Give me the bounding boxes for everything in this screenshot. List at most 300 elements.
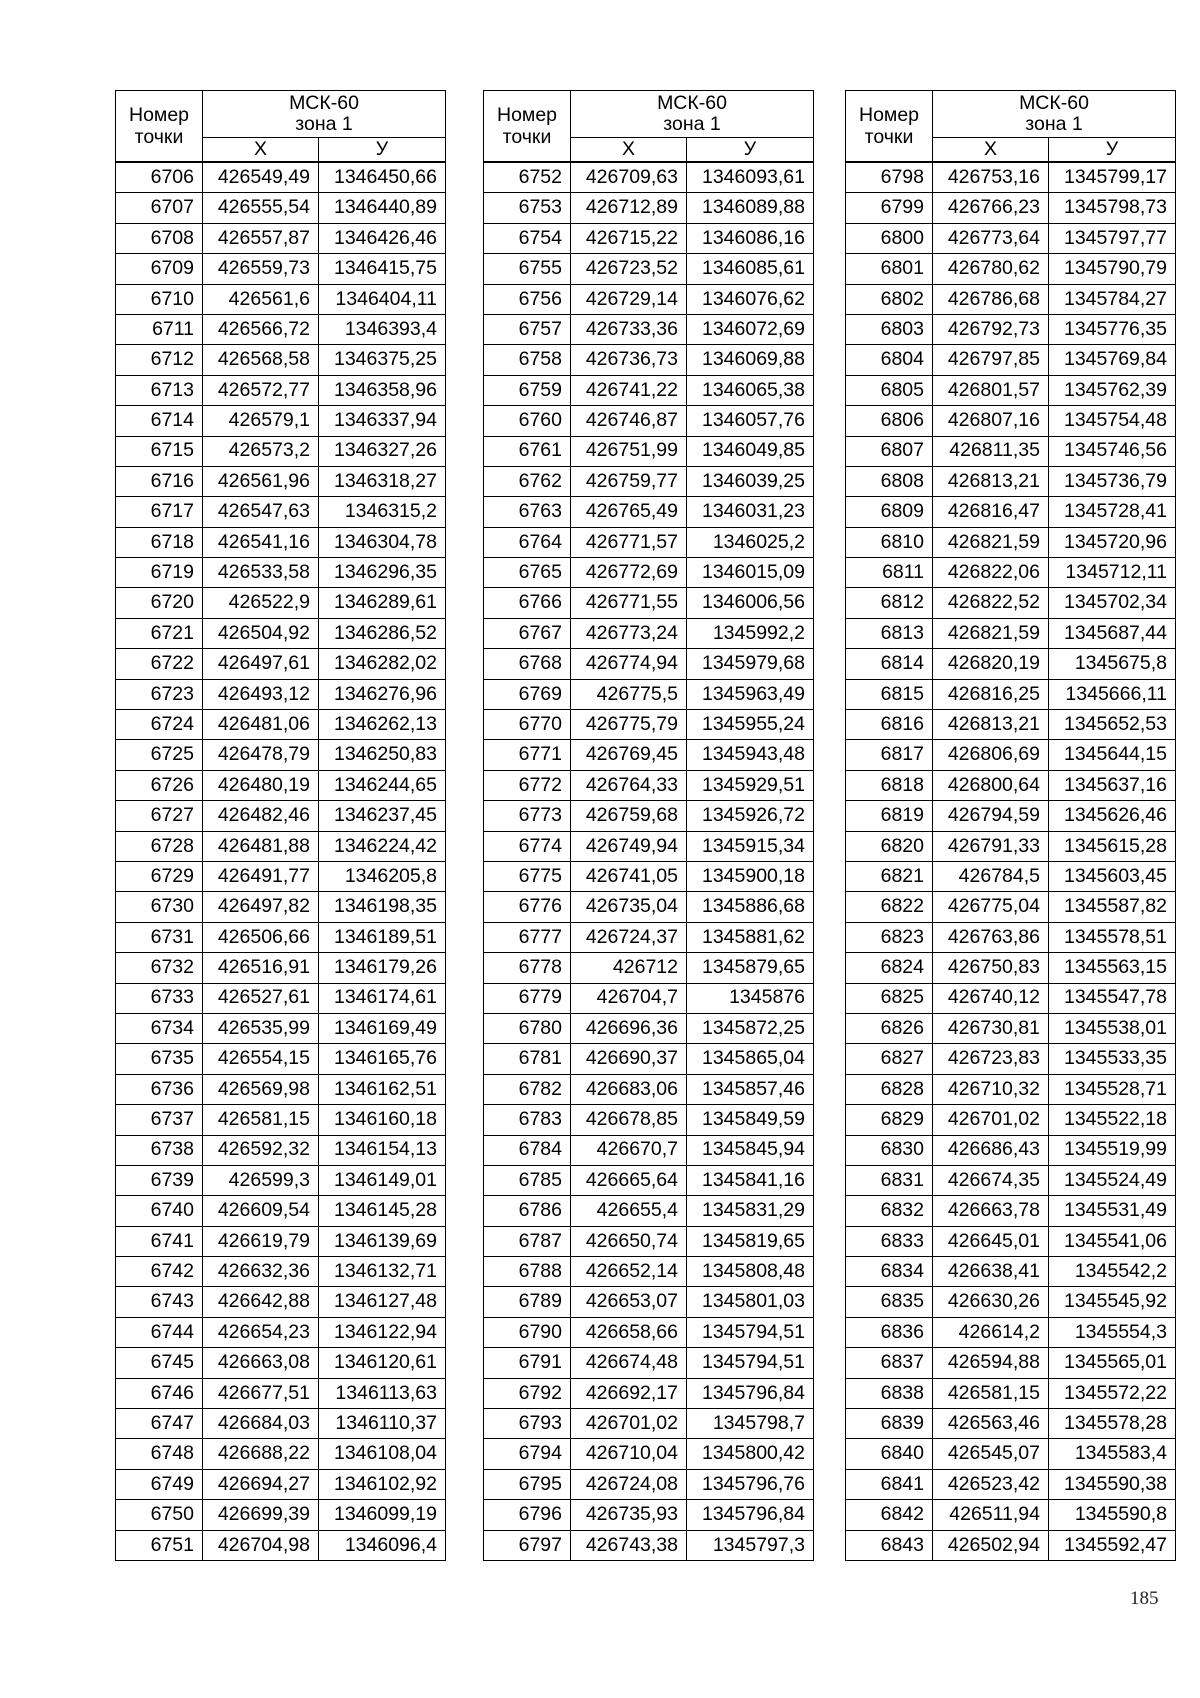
point-number-cell: 6800 — [846, 223, 933, 253]
point-number-cell: 6829 — [846, 1105, 933, 1135]
y-coordinate-cell: 1346025,2 — [687, 527, 814, 557]
y-coordinate-cell: 1345769,84 — [1049, 345, 1176, 375]
y-coordinate-cell: 1346015,09 — [687, 558, 814, 588]
y-coordinate-cell: 1346205,8 — [319, 861, 446, 891]
y-coordinate-cell: 1345720,96 — [1049, 527, 1176, 557]
point-number-cell: 6706 — [116, 162, 203, 193]
table-row — [846, 983, 1176, 1013]
point-number-cell: 6836 — [846, 1317, 933, 1347]
point-number-cell: 6807 — [846, 436, 933, 466]
table-row — [484, 1287, 814, 1317]
table-row — [846, 1226, 1176, 1256]
point-number-cell: 6802 — [846, 284, 933, 314]
table-row — [484, 953, 814, 983]
x-coordinate-cell: 426775,04 — [933, 892, 1049, 922]
x-coordinate-cell: 426674,35 — [933, 1165, 1049, 1195]
point-number-cell: 6792 — [484, 1378, 571, 1408]
y-coordinate-cell: 1345592,47 — [1049, 1530, 1176, 1560]
y-coordinate-cell: 1345790,79 — [1049, 254, 1176, 284]
x-coordinate-cell: 426516,91 — [203, 953, 319, 983]
table-row — [484, 892, 814, 922]
point-number-cell: 6710 — [116, 284, 203, 314]
point-number-cell: 6749 — [116, 1469, 203, 1499]
table-row — [116, 801, 446, 831]
x-coordinate-cell: 426599,3 — [203, 1165, 319, 1195]
table-row — [116, 1469, 446, 1499]
y-coordinate-cell: 1345926,72 — [687, 801, 814, 831]
table-row — [846, 466, 1176, 496]
point-number-cell: 6765 — [484, 558, 571, 588]
x-coordinate-cell: 426638,41 — [933, 1257, 1049, 1287]
y-coordinate-cell: 1345992,2 — [687, 618, 814, 648]
x-coordinate-cell: 426482,46 — [203, 801, 319, 831]
point-number-header: Номер точки — [484, 91, 571, 163]
point-number-cell: 6755 — [484, 254, 571, 284]
point-number-cell: 6824 — [846, 953, 933, 983]
x-coordinate-cell: 426746,87 — [571, 406, 687, 436]
y-coordinate-cell: 1345547,78 — [1049, 983, 1176, 1013]
point-number-cell: 6743 — [116, 1287, 203, 1317]
point-number-cell: 6825 — [846, 983, 933, 1013]
x-coordinate-cell: 426614,2 — [933, 1317, 1049, 1347]
y-coordinate-cell: 1345865,04 — [687, 1044, 814, 1074]
table-row — [484, 649, 814, 679]
point-number-cell: 6752 — [484, 162, 571, 193]
coordinates-table-2 — [483, 90, 814, 1561]
y-coordinate-cell: 1346237,45 — [319, 801, 446, 831]
x-coordinate-cell: 426645,01 — [933, 1226, 1049, 1256]
point-number-cell: 6731 — [116, 922, 203, 952]
table-row — [484, 436, 814, 466]
y-coordinate-cell: 1346127,48 — [319, 1287, 446, 1317]
point-number-cell: 6720 — [116, 588, 203, 618]
x-coordinate-cell: 426751,99 — [571, 436, 687, 466]
table-row — [484, 314, 814, 344]
x-coordinate-cell: 426712 — [571, 953, 687, 983]
y-coordinate-cell: 1345831,29 — [687, 1196, 814, 1226]
x-coordinate-cell: 426816,47 — [933, 497, 1049, 527]
y-coordinate-cell: 1346286,52 — [319, 618, 446, 648]
x-coordinate-cell: 426497,61 — [203, 649, 319, 679]
x-coordinate-cell: 426566,72 — [203, 314, 319, 344]
x-coordinate-cell: 426743,38 — [571, 1530, 687, 1560]
x-coordinate-cell: 426572,77 — [203, 375, 319, 405]
point-number-header: Номер точки — [116, 91, 203, 163]
y-coordinate-cell: 1345603,45 — [1049, 861, 1176, 891]
x-coordinate-cell: 426733,36 — [571, 314, 687, 344]
y-coordinate-cell: 1345519,99 — [1049, 1135, 1176, 1165]
y-coordinate-cell: 1345808,48 — [687, 1257, 814, 1287]
x-coordinate-cell: 426674,48 — [571, 1348, 687, 1378]
point-number-cell: 6821 — [846, 861, 933, 891]
table-row — [116, 679, 446, 709]
point-number-cell: 6834 — [846, 1257, 933, 1287]
table-row — [846, 953, 1176, 983]
point-number-cell: 6816 — [846, 710, 933, 740]
x-coordinate-cell: 426704,7 — [571, 983, 687, 1013]
x-coordinate-cell: 426581,15 — [933, 1378, 1049, 1408]
x-coordinate-cell: 426709,63 — [571, 162, 687, 193]
y-coordinate-cell: 1345736,79 — [1049, 466, 1176, 496]
y-coordinate-cell: 1345522,18 — [1049, 1105, 1176, 1135]
table-row — [846, 558, 1176, 588]
y-coordinate-cell: 1345541,06 — [1049, 1226, 1176, 1256]
point-number-cell: 6723 — [116, 679, 203, 709]
x-coordinate-cell: 426581,15 — [203, 1105, 319, 1135]
y-coordinate-cell: 1346358,96 — [319, 375, 446, 405]
y-coordinate-cell: 1346089,88 — [687, 193, 814, 223]
table-row — [484, 740, 814, 770]
point-number-cell: 6837 — [846, 1348, 933, 1378]
y-coordinate-cell: 1346393,4 — [319, 314, 446, 344]
y-coordinate-cell: 1345590,8 — [1049, 1500, 1176, 1530]
table-row — [846, 527, 1176, 557]
point-number-cell: 6787 — [484, 1226, 571, 1256]
x-coordinate-cell: 426822,06 — [933, 558, 1049, 588]
x-coordinate-cell: 426569,98 — [203, 1074, 319, 1104]
point-number-cell: 6761 — [484, 436, 571, 466]
x-coordinate-cell: 426670,7 — [571, 1135, 687, 1165]
point-number-cell: 6737 — [116, 1105, 203, 1135]
point-number-cell: 6784 — [484, 1135, 571, 1165]
y-coordinate-cell: 1345572,22 — [1049, 1378, 1176, 1408]
point-number-cell: 6796 — [484, 1500, 571, 1530]
x-coordinate-cell: 426696,36 — [571, 1013, 687, 1043]
table-row — [116, 983, 446, 1013]
table-row — [846, 1257, 1176, 1287]
y-coordinate-cell: 1346327,26 — [319, 436, 446, 466]
x-coordinate-cell: 426511,94 — [933, 1500, 1049, 1530]
y-column-header: У — [1049, 138, 1176, 163]
point-number-cell: 6773 — [484, 801, 571, 831]
point-number-cell: 6725 — [116, 740, 203, 770]
x-coordinate-cell: 426820,19 — [933, 649, 1049, 679]
point-number-cell: 6813 — [846, 618, 933, 648]
point-number-cell: 6826 — [846, 1013, 933, 1043]
y-coordinate-cell: 1345876 — [687, 983, 814, 1013]
y-coordinate-cell: 1346304,78 — [319, 527, 446, 557]
x-column-header: X — [203, 138, 319, 163]
x-coordinate-cell: 426811,35 — [933, 436, 1049, 466]
point-number-cell: 6842 — [846, 1500, 933, 1530]
y-coordinate-cell: 1346113,63 — [319, 1378, 446, 1408]
y-coordinate-cell: 1346450,66 — [319, 162, 446, 193]
x-coordinate-cell: 426773,24 — [571, 618, 687, 648]
y-coordinate-cell: 1345565,01 — [1049, 1348, 1176, 1378]
x-coordinate-cell: 426504,92 — [203, 618, 319, 648]
table-row — [846, 1013, 1176, 1043]
x-coordinate-cell: 426609,54 — [203, 1196, 319, 1226]
point-number-cell: 6727 — [116, 801, 203, 831]
table-row — [846, 1135, 1176, 1165]
table-row — [116, 618, 446, 648]
point-number-cell: 6735 — [116, 1044, 203, 1074]
x-coordinate-cell: 426724,08 — [571, 1469, 687, 1499]
x-column-header: X — [571, 138, 687, 163]
point-number-cell: 6730 — [116, 892, 203, 922]
x-coordinate-cell: 426491,77 — [203, 861, 319, 891]
x-coordinate-cell: 426771,57 — [571, 527, 687, 557]
point-number-cell: 6790 — [484, 1317, 571, 1347]
x-coordinate-cell: 426797,85 — [933, 345, 1049, 375]
table-row — [484, 1317, 814, 1347]
x-coordinate-cell: 426545,07 — [933, 1439, 1049, 1469]
table-row — [116, 193, 446, 223]
point-number-cell: 6774 — [484, 831, 571, 861]
point-number-cell: 6759 — [484, 375, 571, 405]
y-coordinate-cell: 1346154,13 — [319, 1135, 446, 1165]
table-row — [484, 1105, 814, 1135]
point-number-cell: 6777 — [484, 922, 571, 952]
point-number-cell: 6818 — [846, 770, 933, 800]
table-row — [116, 1165, 446, 1195]
y-coordinate-cell: 1345545,92 — [1049, 1287, 1176, 1317]
y-coordinate-cell: 1345528,71 — [1049, 1074, 1176, 1104]
y-coordinate-cell: 1346049,85 — [687, 436, 814, 466]
point-number-cell: 6828 — [846, 1074, 933, 1104]
point-number-cell: 6756 — [484, 284, 571, 314]
table-row — [846, 254, 1176, 284]
x-coordinate-cell: 426740,12 — [933, 983, 1049, 1013]
table-row — [484, 406, 814, 436]
y-coordinate-cell: 1346006,56 — [687, 588, 814, 618]
x-coordinate-cell: 426736,73 — [571, 345, 687, 375]
table-row — [846, 193, 1176, 223]
table-row — [116, 375, 446, 405]
y-coordinate-cell: 1345578,51 — [1049, 922, 1176, 952]
table-row — [846, 497, 1176, 527]
point-number-cell: 6795 — [484, 1469, 571, 1499]
x-coordinate-cell: 426763,86 — [933, 922, 1049, 952]
x-coordinate-cell: 426619,79 — [203, 1226, 319, 1256]
x-coordinate-cell: 426765,49 — [571, 497, 687, 527]
y-coordinate-cell: 1345626,46 — [1049, 801, 1176, 831]
y-coordinate-cell: 1345784,27 — [1049, 284, 1176, 314]
point-number-cell: 6779 — [484, 983, 571, 1013]
y-coordinate-cell: 1345712,11 — [1049, 558, 1176, 588]
x-coordinate-cell: 426780,62 — [933, 254, 1049, 284]
y-coordinate-cell: 1345754,48 — [1049, 406, 1176, 436]
y-coordinate-cell: 1345644,15 — [1049, 740, 1176, 770]
x-coordinate-cell: 426541,16 — [203, 527, 319, 557]
point-number-cell: 6817 — [846, 740, 933, 770]
table-row — [484, 284, 814, 314]
table-row — [116, 284, 446, 314]
x-coordinate-cell: 426497,82 — [203, 892, 319, 922]
x-coordinate-cell: 426655,4 — [571, 1196, 687, 1226]
point-number-cell: 6722 — [116, 649, 203, 679]
point-number-cell: 6734 — [116, 1013, 203, 1043]
table-row — [116, 436, 446, 466]
y-coordinate-cell: 1346120,61 — [319, 1348, 446, 1378]
y-coordinate-cell: 1345915,34 — [687, 831, 814, 861]
x-coordinate-cell: 426533,58 — [203, 558, 319, 588]
y-coordinate-cell: 1346069,88 — [687, 345, 814, 375]
y-coordinate-cell: 1345799,17 — [1049, 162, 1176, 193]
y-coordinate-cell: 1345819,65 — [687, 1226, 814, 1256]
point-number-cell: 6707 — [116, 193, 203, 223]
y-coordinate-cell: 1346315,2 — [319, 497, 446, 527]
point-number-cell: 6739 — [116, 1165, 203, 1195]
table-row — [116, 1105, 446, 1135]
point-number-cell: 6835 — [846, 1287, 933, 1317]
point-number-cell: 6775 — [484, 861, 571, 891]
table-row — [116, 497, 446, 527]
x-coordinate-cell: 426710,32 — [933, 1074, 1049, 1104]
y-coordinate-cell: 1345796,84 — [687, 1500, 814, 1530]
x-coordinate-cell: 426821,59 — [933, 527, 1049, 557]
table-row — [484, 527, 814, 557]
y-coordinate-cell: 1345637,16 — [1049, 770, 1176, 800]
x-coordinate-cell: 426559,73 — [203, 254, 319, 284]
point-number-cell: 6841 — [846, 1469, 933, 1499]
table-row — [846, 1439, 1176, 1469]
table-row — [116, 1287, 446, 1317]
y-coordinate-cell: 1345524,49 — [1049, 1165, 1176, 1195]
point-number-cell: 6753 — [484, 193, 571, 223]
x-coordinate-cell: 426554,15 — [203, 1044, 319, 1074]
y-coordinate-cell: 1345675,8 — [1049, 649, 1176, 679]
y-coordinate-cell: 1346108,04 — [319, 1439, 446, 1469]
point-number-cell: 6809 — [846, 497, 933, 527]
point-number-cell: 6766 — [484, 588, 571, 618]
table-row — [484, 1196, 814, 1226]
coordinates-table-3 — [845, 90, 1176, 1561]
point-number-cell: 6808 — [846, 466, 933, 496]
x-coordinate-cell: 426801,57 — [933, 375, 1049, 405]
point-number-cell: 6757 — [484, 314, 571, 344]
point-number-cell: 6799 — [846, 193, 933, 223]
point-number-cell: 6797 — [484, 1530, 571, 1560]
table-row — [484, 1257, 814, 1287]
table-row — [116, 892, 446, 922]
x-coordinate-cell: 426527,61 — [203, 983, 319, 1013]
table-row — [846, 162, 1176, 193]
point-number-cell: 6746 — [116, 1378, 203, 1408]
x-coordinate-cell: 426481,88 — [203, 831, 319, 861]
y-coordinate-cell: 1345797,3 — [687, 1530, 814, 1560]
x-coordinate-cell: 426650,74 — [571, 1226, 687, 1256]
table-row — [116, 1135, 446, 1165]
coordinate-system-header: МСК-60 зона 1 — [203, 91, 446, 138]
point-number-cell: 6767 — [484, 618, 571, 648]
x-coordinate-cell: 426710,04 — [571, 1439, 687, 1469]
point-number-cell: 6789 — [484, 1287, 571, 1317]
table-row — [484, 588, 814, 618]
y-coordinate-cell: 1345979,68 — [687, 649, 814, 679]
table-row — [484, 618, 814, 648]
y-coordinate-cell: 1345849,59 — [687, 1105, 814, 1135]
table-row — [846, 345, 1176, 375]
y-coordinate-cell: 1346375,25 — [319, 345, 446, 375]
y-coordinate-cell: 1346440,89 — [319, 193, 446, 223]
y-coordinate-cell: 1345583,4 — [1049, 1439, 1176, 1469]
x-coordinate-cell: 426813,21 — [933, 710, 1049, 740]
x-coordinate-cell: 426663,08 — [203, 1348, 319, 1378]
table-row — [484, 1378, 814, 1408]
point-number-header: Номер точки — [846, 91, 933, 163]
x-coordinate-cell: 426555,54 — [203, 193, 319, 223]
point-number-cell: 6781 — [484, 1044, 571, 1074]
y-column-header: У — [687, 138, 814, 163]
table-row — [484, 801, 814, 831]
point-number-cell: 6801 — [846, 254, 933, 284]
table-row — [484, 1469, 814, 1499]
table-row — [116, 1500, 446, 1530]
x-coordinate-cell: 426547,63 — [203, 497, 319, 527]
point-number-cell: 6783 — [484, 1105, 571, 1135]
point-number-cell: 6713 — [116, 375, 203, 405]
y-coordinate-cell: 1346276,96 — [319, 679, 446, 709]
table-row — [484, 254, 814, 284]
y-coordinate-cell: 1346085,61 — [687, 254, 814, 284]
x-coordinate-cell: 426658,66 — [571, 1317, 687, 1347]
table-row — [484, 1409, 814, 1439]
y-coordinate-cell: 1346337,94 — [319, 406, 446, 436]
table-row — [484, 710, 814, 740]
x-coordinate-cell: 426594,88 — [933, 1348, 1049, 1378]
y-coordinate-cell: 1346162,51 — [319, 1074, 446, 1104]
table-row — [116, 1378, 446, 1408]
y-coordinate-cell: 1346165,76 — [319, 1044, 446, 1074]
point-number-cell: 6786 — [484, 1196, 571, 1226]
x-coordinate-cell: 426678,85 — [571, 1105, 687, 1135]
x-coordinate-cell: 426701,02 — [571, 1409, 687, 1439]
table-row — [484, 1074, 814, 1104]
point-number-cell: 6794 — [484, 1439, 571, 1469]
x-coordinate-cell: 426791,33 — [933, 831, 1049, 861]
table-row — [484, 1165, 814, 1195]
y-coordinate-cell: 1346072,69 — [687, 314, 814, 344]
x-coordinate-cell: 426579,1 — [203, 406, 319, 436]
point-number-cell: 6750 — [116, 1500, 203, 1530]
y-coordinate-cell: 1346093,61 — [687, 162, 814, 193]
point-number-cell: 6747 — [116, 1409, 203, 1439]
table-row — [846, 375, 1176, 405]
table-row — [116, 710, 446, 740]
x-coordinate-cell: 426775,5 — [571, 679, 687, 709]
table-row — [116, 162, 446, 193]
point-number-cell: 6769 — [484, 679, 571, 709]
y-coordinate-cell: 1345533,35 — [1049, 1044, 1176, 1074]
y-coordinate-cell: 1346160,18 — [319, 1105, 446, 1135]
point-number-cell: 6832 — [846, 1196, 933, 1226]
y-column-header: У — [319, 138, 446, 163]
table-row — [846, 1105, 1176, 1135]
point-number-cell: 6810 — [846, 527, 933, 557]
x-coordinate-cell: 426481,06 — [203, 710, 319, 740]
x-coordinate-cell: 426759,68 — [571, 801, 687, 831]
table-row — [846, 284, 1176, 314]
coordinates-table-1 — [115, 90, 446, 1561]
x-coordinate-cell: 426715,22 — [571, 223, 687, 253]
x-coordinate-cell: 426480,19 — [203, 770, 319, 800]
point-number-cell: 6744 — [116, 1317, 203, 1347]
x-coordinate-cell: 426561,96 — [203, 466, 319, 496]
y-coordinate-cell: 1345578,28 — [1049, 1409, 1176, 1439]
y-coordinate-cell: 1346086,16 — [687, 223, 814, 253]
point-number-cell: 6726 — [116, 770, 203, 800]
y-coordinate-cell: 1345872,25 — [687, 1013, 814, 1043]
table-row — [116, 831, 446, 861]
x-coordinate-cell: 426704,98 — [203, 1530, 319, 1560]
point-number-cell: 6721 — [116, 618, 203, 648]
point-number-cell: 6798 — [846, 162, 933, 193]
x-coordinate-cell: 426729,14 — [571, 284, 687, 314]
table-row — [484, 1500, 814, 1530]
point-number-cell: 6823 — [846, 922, 933, 952]
table-row — [484, 1013, 814, 1043]
